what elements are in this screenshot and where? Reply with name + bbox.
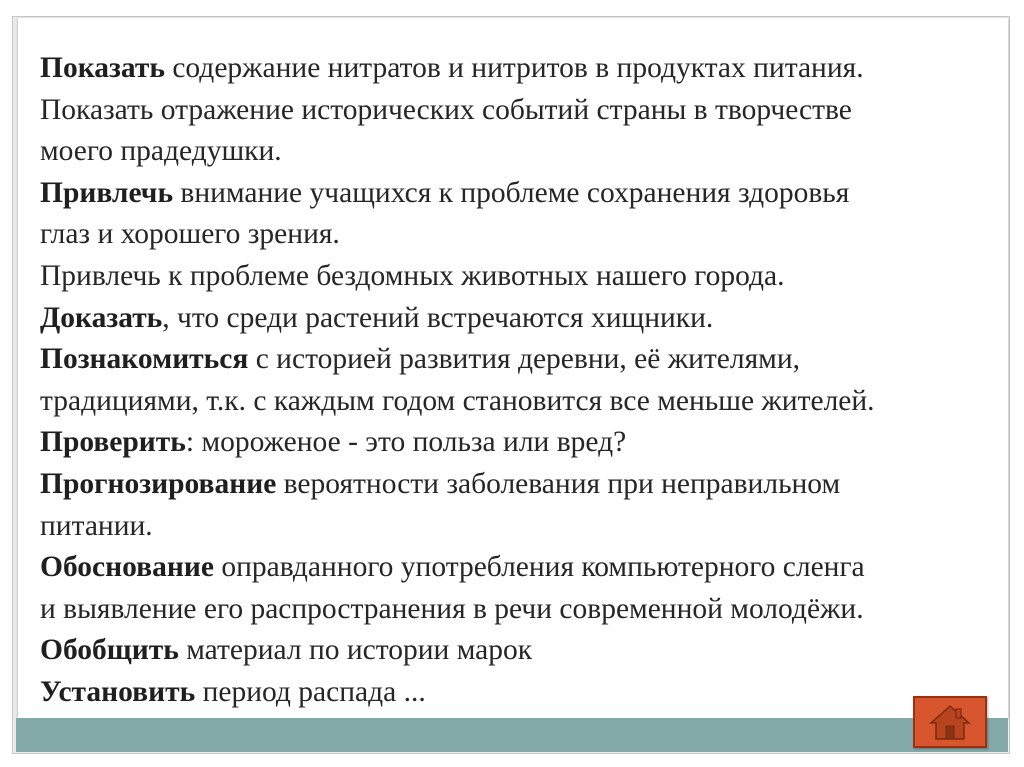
line-keyword: Привлечь	[40, 176, 174, 209]
text-line	[40, 422, 1010, 464]
text-line	[40, 464, 1010, 506]
line-keyword: Проверить	[40, 426, 186, 459]
line-keyword: Прогнозирование	[40, 467, 277, 500]
line-text: : мороженое - это польза или вред?	[185, 426, 627, 459]
footer-bar	[16, 718, 1008, 752]
text-line	[40, 381, 1010, 423]
home-button[interactable]	[913, 696, 987, 748]
text-line	[40, 547, 1010, 589]
line-text: и выявление его распространения в речи современной молодёжи.	[40, 592, 864, 625]
text-line	[40, 214, 1010, 256]
line-text: , что среди растений встречаются хищники.	[162, 301, 714, 334]
text-line	[40, 48, 1010, 90]
text-line	[40, 131, 1010, 173]
text-line	[40, 339, 1010, 381]
text-line	[40, 589, 1010, 631]
line-keyword: Показать	[40, 52, 165, 84]
text-line	[40, 298, 1010, 340]
text-line	[40, 256, 1010, 298]
text-line	[40, 672, 1010, 714]
line-keyword: Обоснование	[40, 551, 214, 584]
line-text: Показать отражение исторических событий страны в творчестве	[40, 93, 852, 126]
line-keyword: Установить	[40, 675, 196, 708]
line-keyword: Доказать	[40, 301, 163, 334]
line-text: моего прадедушки.	[40, 135, 282, 168]
line-text: вероятности заболевания при неправильном	[276, 467, 841, 500]
line-keyword: Познакомиться	[40, 343, 249, 376]
text-line	[40, 173, 1010, 215]
line-text: Привлечь к проблеме бездомных животных нашего города.	[40, 259, 785, 292]
line-text: внимание учащихся к проблеме сохранения здоровья	[173, 176, 850, 209]
text-line	[40, 506, 1010, 548]
line-text: период распада ...	[195, 675, 426, 708]
line-text: материал по истории марок	[178, 634, 533, 667]
line-text: глаз и хорошего зрения.	[40, 218, 340, 251]
text-line	[40, 90, 1010, 132]
home-icon	[929, 703, 971, 741]
line-text: питании.	[40, 509, 153, 542]
line-text: содержание нитратов и нитритов в продуктах питания.	[164, 52, 864, 84]
line-text: оправданного употребления компьютерного сленга	[213, 551, 865, 584]
line-text: традициями, т.к. с каждым годом становится все меньше жителей.	[40, 384, 875, 417]
line-text: с историей развития деревни, её жителями,	[248, 343, 800, 376]
line-keyword: Обобщить	[40, 634, 179, 667]
goals-text	[40, 48, 1010, 714]
text-line	[40, 630, 1010, 672]
